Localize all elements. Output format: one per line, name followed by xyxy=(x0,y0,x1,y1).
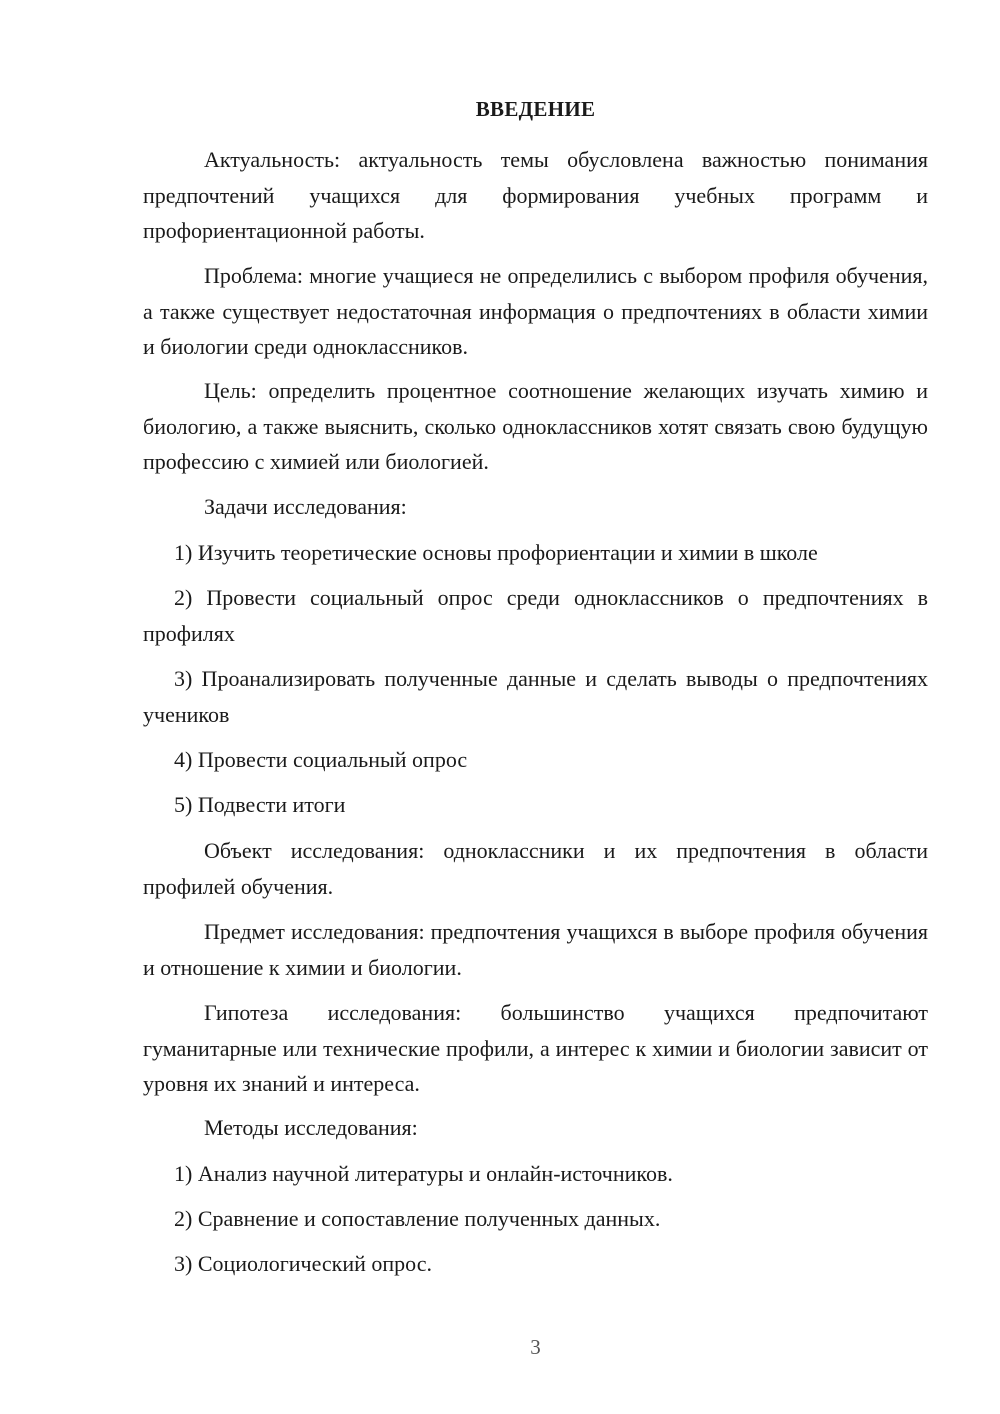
task-item-5: 5) Подвести итоги xyxy=(174,792,346,817)
paragraph-problem: Проблема: многие учащиеся не определились с выбором профиля обучения, а также существует недостаточная информация о предпочтениях в области химии и биологии среди одноклассников. xyxy=(143,263,928,359)
paragraph-object: Объект исследования: одноклассники и их предпочтения в области профилей обучения. xyxy=(143,838,928,899)
method-item-2: 2) Сравнение и сопоставление полученных данных. xyxy=(174,1206,661,1231)
method-item-1: 1) Анализ научной литературы и онлайн-источников. xyxy=(174,1161,673,1186)
method-item-3: 3) Социологический опрос. xyxy=(174,1251,432,1276)
section-heading: ВВЕДЕНИЕ xyxy=(475,97,596,121)
task-item-3: 3) Проанализировать полученные данные и сделать выводы о предпочтениях учеников xyxy=(143,666,928,727)
page-number: 3 xyxy=(530,1335,541,1359)
task-item-4: 4) Провести социальный опрос xyxy=(174,747,468,772)
tasks-title: Задачи исследования: xyxy=(204,494,407,519)
paragraph-relevance: Актуальность: актуальность темы обусловлена важностью понимания предпочтений учащихся для формирования учебных программ и профориентационной работы. xyxy=(143,147,928,243)
paragraph-subject: Предмет исследования: предпочтения учащихся в выборе профиля обучения и отношение к химии и биологии. xyxy=(143,919,928,980)
paragraph-goal: Цель: определить процентное соотношение желающих изучать химию и биологию, а также выяснить, сколько одноклассников хотят связать свою будущую профессию с химией или биологией. xyxy=(143,378,928,474)
paragraph-hypothesis: Гипотеза исследования: большинство учащихся предпочитают гуманитарные или технические профили, а интерес к химии и биологии зависит от уровня их знаний и интереса. xyxy=(143,1000,928,1096)
task-item-1: 1) Изучить теоретические основы профориентации и химии в школе xyxy=(174,540,818,565)
methods-title: Методы исследования: xyxy=(204,1115,418,1140)
task-item-2: 2) Провести социальный опрос среди одноклассников о предпочтениях в профилях xyxy=(143,585,928,646)
document-page xyxy=(143,0,928,1414)
